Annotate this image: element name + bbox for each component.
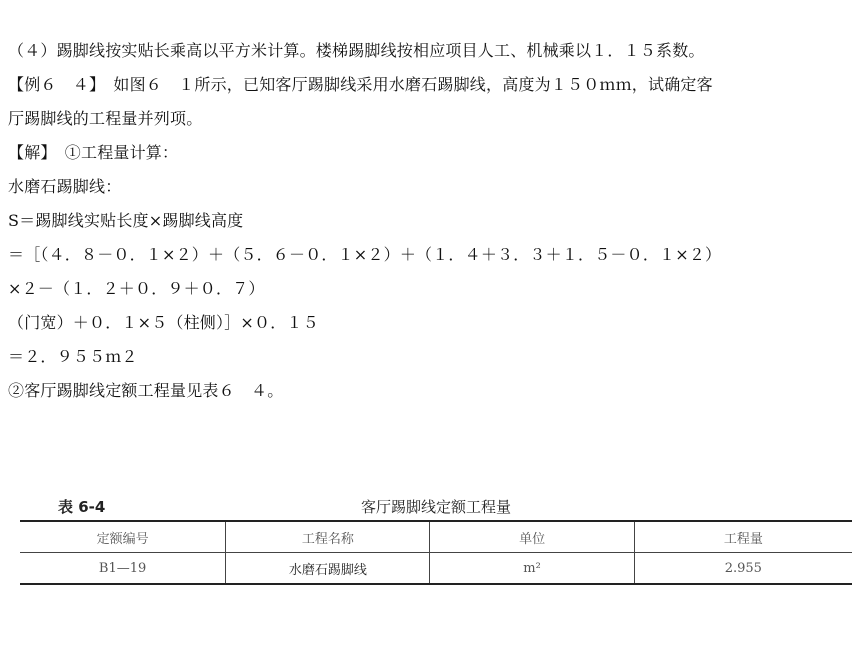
quantity-table-section <box>20 494 852 585</box>
table-header-cell: 单位 <box>430 521 634 553</box>
paragraph-line: 【例６ ４】 如图６ １所示，已知客厅踢脚线采用水磨石踢脚线，高度为１５０ｍｍ，试确定客 <box>8 75 713 94</box>
table-number: 表 6-4 <box>58 498 106 516</box>
table-cell: B1—19 <box>20 553 226 585</box>
paragraph-line: ×２－（１．２＋０．９＋０．７） <box>8 279 265 298</box>
table-header-cell: 定额编号 <box>20 521 226 553</box>
table-header-cell: 工程量 <box>634 521 852 553</box>
paragraph-line: （４）踢脚线按实贴长乘高以平方米计算。楼梯踢脚线按相应项目人工、机械乘以１．１５系数。 <box>8 41 705 60</box>
table-caption <box>20 494 852 520</box>
table-header-cell: 工程名称 <box>226 521 430 553</box>
quantity-table <box>20 520 852 585</box>
paragraph-line: ②客厅踢脚线定额工程量见表６ ４。 <box>8 381 284 400</box>
paragraph-line: 【解】 ①工程量计算： <box>8 143 179 162</box>
table-cell: m² <box>430 553 634 585</box>
table-header-row <box>20 521 852 553</box>
paragraph-line: 水磨石踢脚线： <box>8 177 122 196</box>
table-title: 客厅踢脚线定额工程量 <box>360 498 511 516</box>
document-body <box>8 34 856 408</box>
paragraph-line: S＝踢脚线实贴长度×踢脚线高度 <box>8 211 244 230</box>
paragraph-line: 厅踢脚线的工程量并列项。 <box>8 109 203 128</box>
table-cell: 2.955 <box>634 553 852 585</box>
paragraph-line: （门宽）＋０．１×５（柱侧）］×０．１５ <box>8 313 319 332</box>
table-cell: 水磨石踢脚线 <box>226 553 430 585</box>
table-row <box>20 553 852 585</box>
paragraph-line: ＝［（４．８－０．１×２）＋（５．６－０．１×２）＋（１．４＋３．３＋１．５－０．１×２） <box>8 245 722 264</box>
paragraph-line: ＝２．９５５ｍ２ <box>8 347 138 366</box>
